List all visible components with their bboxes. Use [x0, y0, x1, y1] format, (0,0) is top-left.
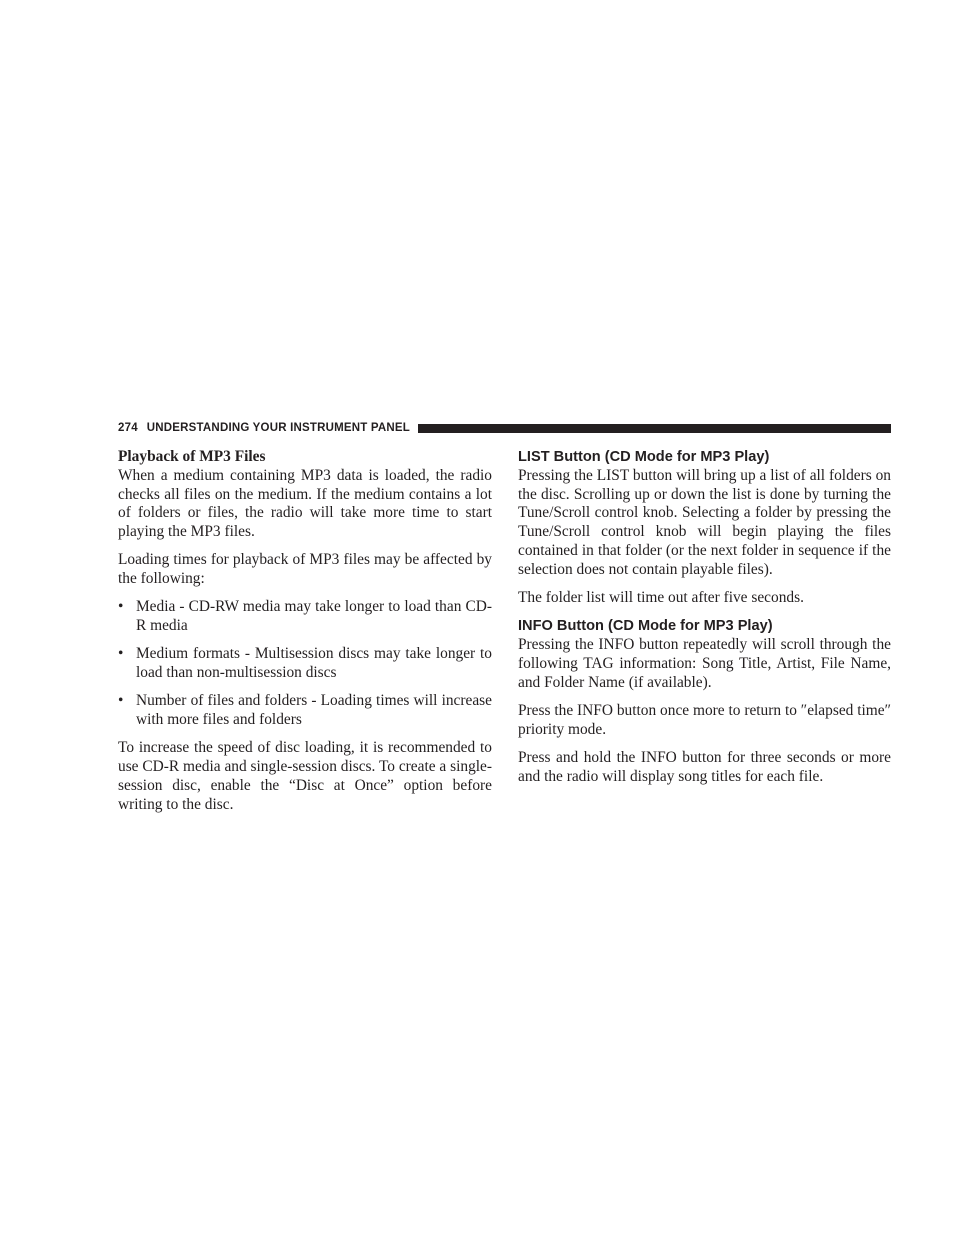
- heading-playback-mp3: Playback of MP3 Files: [118, 448, 266, 465]
- header-rule: [418, 424, 891, 433]
- paragraph-folder-timeout: The folder list will time out after five seconds.: [518, 588, 804, 606]
- bullet-glyph: •: [118, 692, 124, 710]
- list-item: [118, 645, 492, 683]
- paragraph-medium-loaded: When a medium containing MP3 data is loaded, the radio checks all files on the medium. If the medium contains a lot of folders or files, the radio will take more time to start playing the MP3 files.: [118, 466, 492, 541]
- bullet-glyph: •: [118, 598, 124, 616]
- list-item-text: Medium formats - Multisession discs may take longer to load than non-multisession discs: [136, 645, 492, 682]
- paragraph-list-button: Pressing the LIST button will bring up a list of all folders on the disc. Scrolling up or down the list is done by turning the Tune/Scroll control knob. Selecting a folder by pressing the Tune/Scroll control knob will begin playing the files contained in that folder (or the next folder in sequence if the selection does not contain playable files).: [518, 466, 891, 578]
- section-title: UNDERSTANDING YOUR INSTRUMENT PANEL: [146, 422, 410, 434]
- list-item-text: Media - CD-RW media may take longer to load than CD-R media: [136, 598, 492, 635]
- page-header: [118, 420, 891, 436]
- page-number: 274: [118, 422, 138, 434]
- paragraph-info-hold: Press and hold the INFO button for three seconds or more and the radio will display song titles for each file.: [518, 748, 891, 785]
- paragraph-loading-times: Loading times for playback of MP3 files may be affected by the following:: [118, 551, 492, 588]
- paragraph-info-scroll: Pressing the INFO button repeatedly will scroll through the following TAG information: Song Title, Artist, File Name, and Folder Name (if available).: [518, 635, 891, 691]
- bullet-list: [118, 598, 492, 730]
- list-item-text: Number of files and folders - Loading times will increase with more files and folders: [136, 692, 492, 729]
- list-item: [118, 692, 492, 730]
- left-column: [118, 448, 492, 824]
- heading-list-button: LIST Button (CD Mode for MP3 Play): [518, 449, 770, 465]
- heading-info-button: INFO Button (CD Mode for MP3 Play): [518, 618, 773, 635]
- paragraph-increase-speed: To increase the speed of disc loading, it is recommended to use CD-R media and single-session discs. To create a single-session disc, enable the “Disc at Once” option before writing to the disc.: [118, 739, 492, 813]
- bullet-glyph: •: [118, 645, 124, 663]
- paragraph-info-return: Press the INFO button once more to return to ″elapsed time″ priority mode.: [518, 701, 891, 738]
- right-column: [518, 448, 891, 796]
- list-item: [118, 598, 492, 636]
